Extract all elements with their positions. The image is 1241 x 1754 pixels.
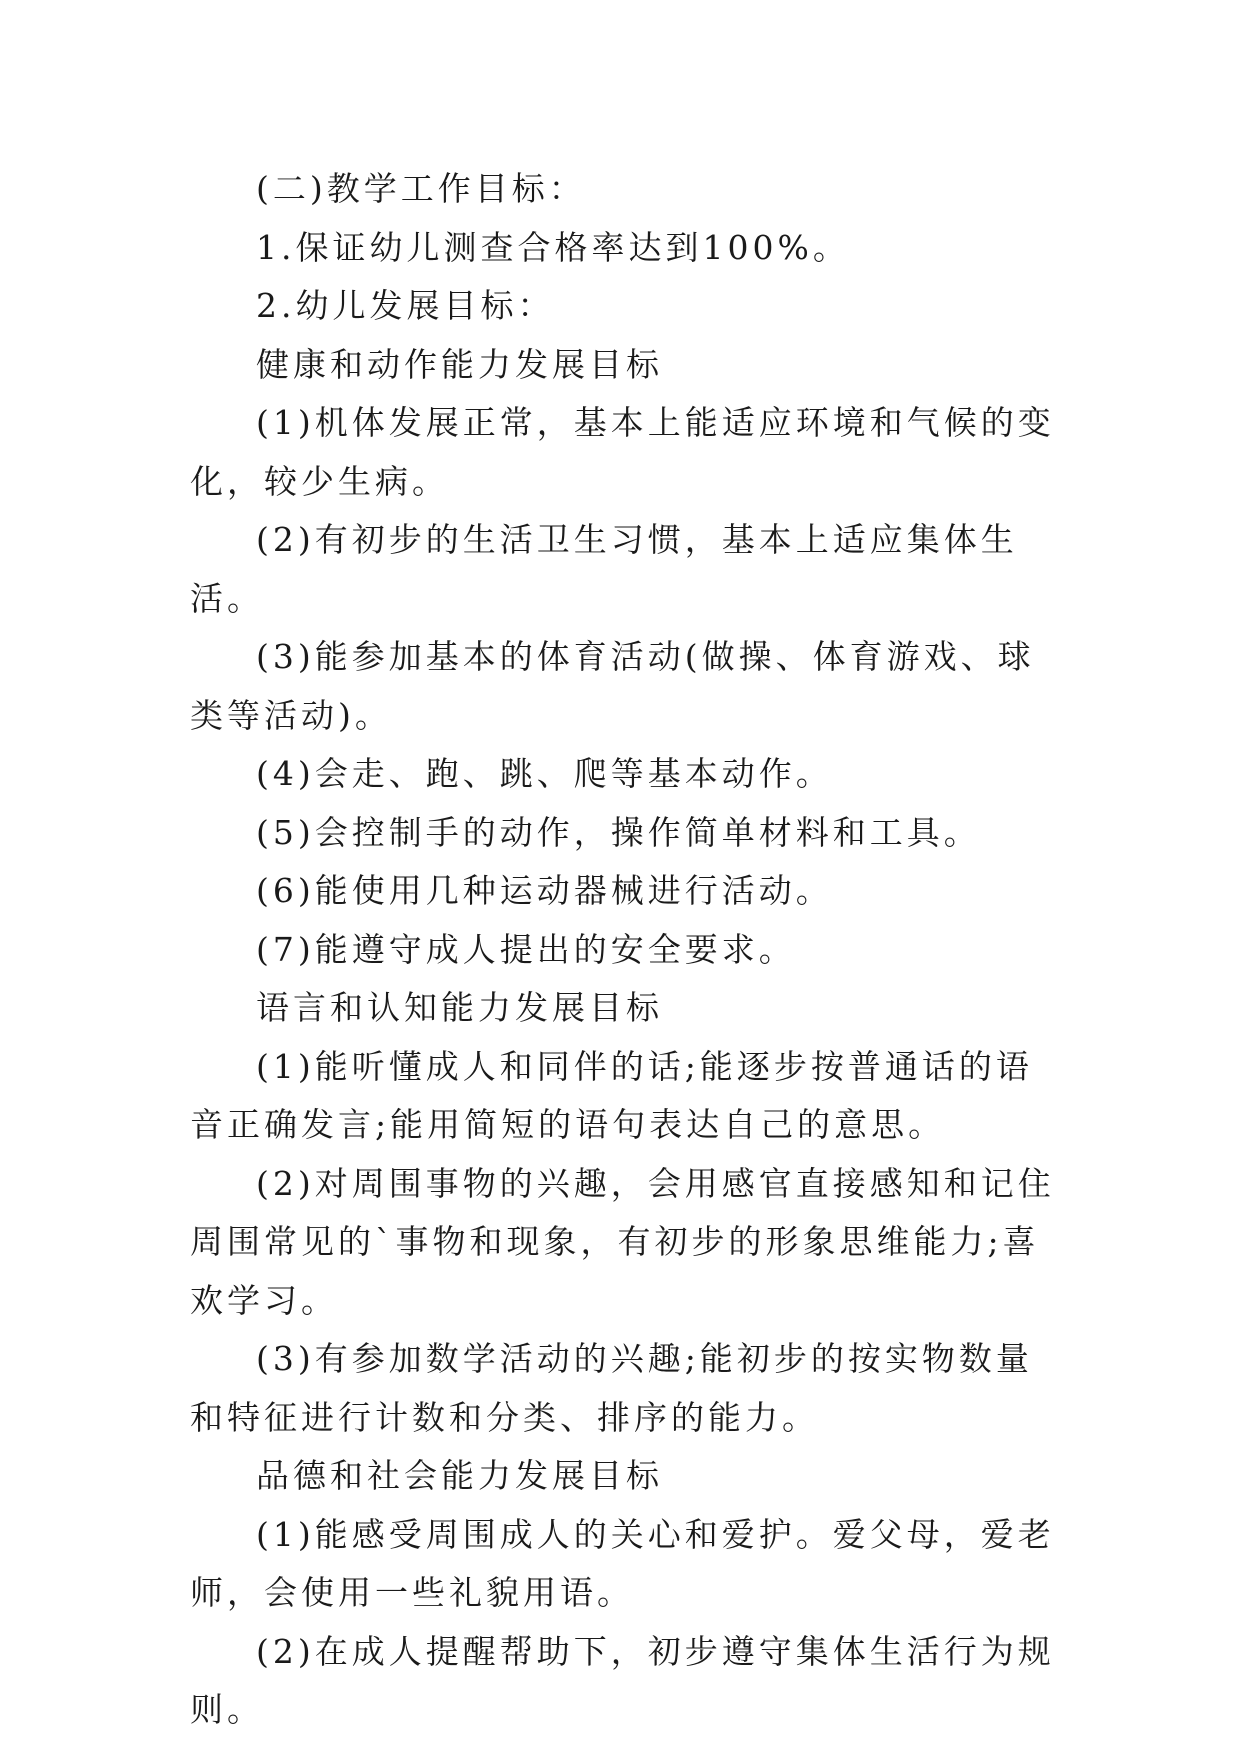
list-item: (2)在成人提醒帮助下，初步遵守集体生活行为规则。	[190, 1631, 1055, 1729]
paragraph: 2.幼儿发展目标：	[256, 286, 555, 325]
subsection-heading: 品德和社会能力发展目标	[256, 1456, 663, 1495]
list-item: (3)能参加基本的体育活动(做操、体育游戏、球类等活动)。	[190, 637, 1035, 735]
subsection-heading: 健康和动作能力发展目标	[256, 344, 663, 384]
list-item: (1)机体发展正常，基本上能适应环境和气候的变化，较少生病。	[190, 403, 1055, 501]
list-item: (7)能遵守成人提出的安全要求。	[256, 929, 796, 969]
list-item: (3)有参加数学活动的兴趣;能初步的按实物数量和特征进行计数和分类、排序的能力。	[190, 1339, 1033, 1437]
section-heading: (二)教学工作目标：	[256, 169, 586, 208]
list-item: (6)能使用几种运动器械进行活动。	[256, 871, 833, 910]
list-item: (5)会控制手的动作，操作简单材料和工具。	[256, 812, 981, 852]
list-item: (4)会走、跑、跳、爬等基本动作。	[256, 754, 833, 793]
paragraph: 1.保证幼儿测查合格率达到100%。	[256, 227, 850, 267]
list-item: (1)能听懂成人和同伴的话;能逐步按普通话的语音正确发言;能用简短的语句表达自己的意思。	[190, 1046, 1033, 1144]
list-item: (1)能感受周围成人的关心和爱护。爱父母，爱老师，会使用一些礼貌用语。	[190, 1514, 1055, 1612]
subsection-heading: 语言和认知能力发展目标	[256, 988, 663, 1027]
list-item: (2)有初步的生活卫生习惯，基本上适应集体生活。	[190, 520, 1018, 618]
list-item: (2)对周围事物的兴趣，会用感官直接感知和记住周围常见的`事物和现象，有初步的形象思维能力;喜欢学习。	[190, 1163, 1055, 1320]
document-body	[190, 160, 1056, 1740]
